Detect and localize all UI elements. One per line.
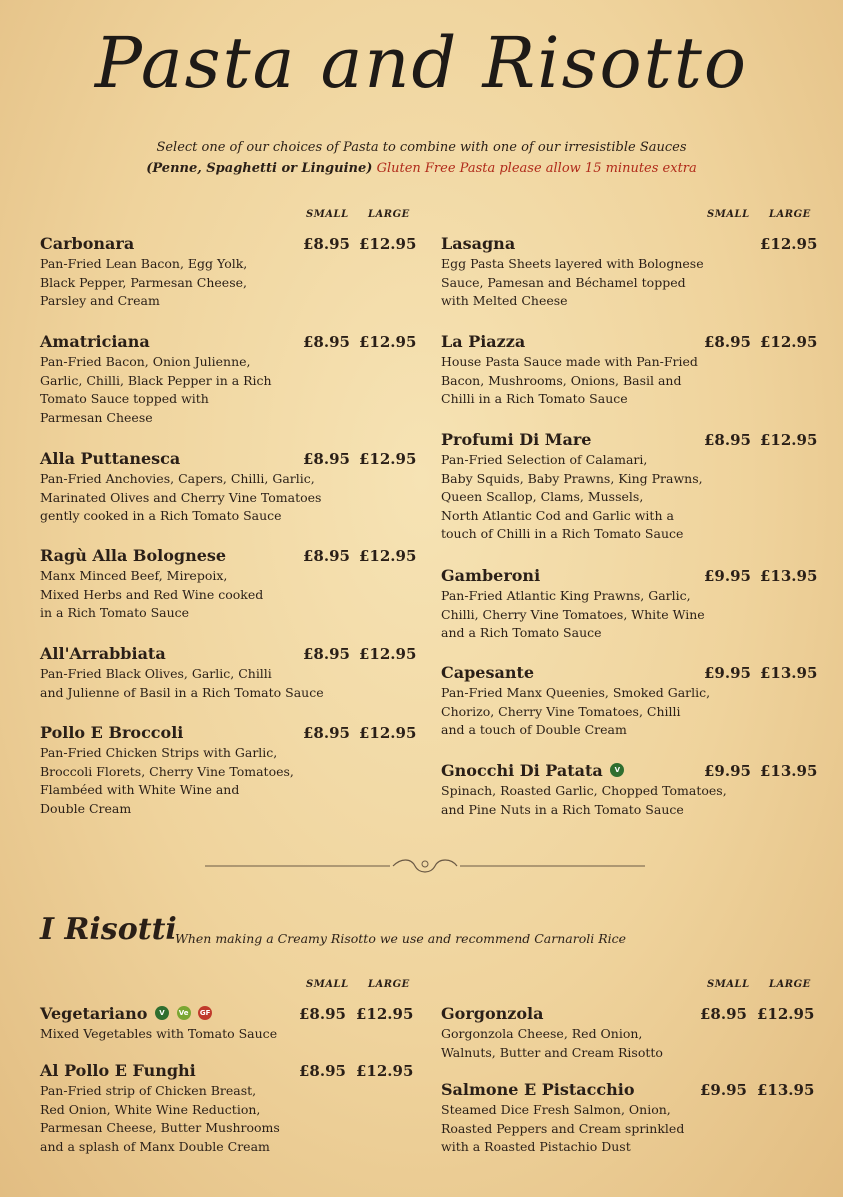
price-large: £12.95 <box>356 1062 414 1080</box>
item-description <box>441 255 811 311</box>
price-large: £12.95 <box>359 724 417 742</box>
description-line: North Atlantic Cod and Garlic with a <box>441 507 674 523</box>
item-name <box>441 761 811 781</box>
price-large: £12.95 <box>359 333 417 351</box>
item-description <box>441 1101 811 1157</box>
price-small: £8.95 <box>299 1005 346 1023</box>
description-line: gently cooked in a Rich Tomato Sauce <box>40 508 282 523</box>
description-line: and a Rich Tomato Sauce <box>441 625 602 640</box>
price-large: £13.95 <box>757 1081 815 1099</box>
item-name <box>441 566 811 586</box>
description-line: Double Cream <box>40 800 132 816</box>
item-name-text: Gamberoni <box>441 566 541 585</box>
price-large: £12.95 <box>757 1005 815 1023</box>
description-line: Parmesan Cheese <box>40 409 153 425</box>
description-line: Manx Minced Beef, Mirepoix, <box>40 568 228 583</box>
price-small: £8.95 <box>303 645 350 663</box>
item-description <box>40 744 410 818</box>
menu-item <box>40 1004 414 1044</box>
item-description <box>40 1082 410 1156</box>
item-name-text: Salmone E Pistacchio <box>441 1080 635 1099</box>
item-name <box>40 1061 410 1081</box>
item-name <box>40 1004 410 1024</box>
item-description <box>441 353 811 409</box>
header-small: SMALL <box>707 979 750 990</box>
item-description <box>40 255 410 311</box>
description-line: Pan-Fried Chicken Strips with Garlic, <box>40 745 278 760</box>
description-line: Flambéed with White Wine and <box>40 782 240 797</box>
description-line: Marinated Olives and Cherry Vine Tomatoes <box>40 489 322 505</box>
item-name-text: Alla Puttanesca <box>40 449 181 468</box>
description-line: Pan-Fried Lean Bacon, Egg Yolk, <box>40 256 248 271</box>
risotti-title: I Risotti <box>40 912 177 947</box>
item-name-text: Gnocchi Di Patata <box>441 761 603 780</box>
price-small: £9.95 <box>704 664 751 682</box>
menu-item <box>441 761 818 819</box>
item-name-text: Ragù Alla Bolognese <box>40 546 227 565</box>
header-large: LARGE <box>769 979 811 990</box>
item-name-text: Pollo E Broccoli <box>40 723 184 742</box>
item-description <box>40 353 410 427</box>
description-line: Pan-Fried Selection of Calamari, <box>441 452 648 467</box>
description-line: and Julienne of Basil in a Rich Tomato Sauce <box>40 684 324 700</box>
description-line: and a touch of Double Cream <box>441 722 627 737</box>
price-small: £8.95 <box>303 235 350 253</box>
price-large: £12.95 <box>359 235 417 253</box>
menu-item <box>441 566 818 643</box>
price-small: £8.95 <box>303 333 350 351</box>
price-large: £13.95 <box>760 762 818 780</box>
description-line: Bacon, Mushrooms, Onions, Basil and <box>441 372 682 388</box>
menu-item <box>441 663 818 740</box>
item-name <box>40 449 410 469</box>
description-line: and Pine Nuts in a Rich Tomato Sauce <box>441 801 684 817</box>
ornamental-divider <box>205 856 645 876</box>
description-line: Mixed Herbs and Red Wine cooked <box>40 586 264 602</box>
description-line: Walnuts, Butter and Cream Risotto <box>441 1044 663 1060</box>
item-name-text: La Piazza <box>441 332 526 351</box>
price-large: £12.95 <box>359 645 417 663</box>
description-line: Gorgonzola Cheese, Red Onion, <box>441 1026 643 1041</box>
item-name <box>441 1080 811 1100</box>
menu-item <box>40 449 417 526</box>
price-large: £12.95 <box>359 547 417 565</box>
intro-line-2 <box>0 158 843 179</box>
risotti-subtitle: When making a Creamy Risotto we use and recommend Carnaroli Rice <box>175 931 627 946</box>
menu-item <box>40 546 417 623</box>
item-name <box>40 546 410 566</box>
description-line: Baby Squids, Baby Prawns, King Prawns, <box>441 470 703 486</box>
intro-text <box>0 137 843 179</box>
header-small: SMALL <box>306 979 349 990</box>
description-line: Mixed Vegetables with Tomato Sauce <box>40 1026 278 1041</box>
description-line: Chilli in a Rich Tomato Sauce <box>441 391 628 406</box>
item-name-text: Amatriciana <box>40 332 150 351</box>
header-small: SMALL <box>306 209 349 220</box>
description-line: Garlic, Chilli, Black Pepper in a Rich <box>40 372 272 388</box>
description-line: Pan-Fried Bacon, Onion Julienne, <box>40 354 251 369</box>
item-description <box>441 451 811 544</box>
item-name <box>441 1004 811 1024</box>
vegetarian-badge-icon: V <box>155 1006 169 1020</box>
description-line: in a Rich Tomato Sauce <box>40 605 190 620</box>
description-line: and a splash of Manx Double Cream <box>40 1138 270 1154</box>
item-name <box>441 332 811 352</box>
description-line: Parsley and Cream <box>40 293 160 308</box>
item-name-text: Al Pollo E Funghi <box>40 1061 196 1080</box>
price-large: £12.95 <box>356 1005 414 1023</box>
gluten-free-note: Gluten Free Pasta please allow 15 minutes extra <box>376 161 697 176</box>
item-description <box>441 782 811 819</box>
menu-item <box>40 723 417 818</box>
menu-item <box>40 1061 414 1156</box>
price-small: £8.95 <box>700 1005 747 1023</box>
description-line: touch of Chilli in a Rich Tomato Sauce <box>441 526 684 541</box>
item-description <box>441 1025 811 1062</box>
item-description <box>40 470 410 526</box>
item-name-text: Gorgonzola <box>441 1004 544 1023</box>
description-line: Queen Scallop, Clams, Mussels, <box>441 489 644 504</box>
description-line: Broccoli Florets, Cherry Vine Tomatoes, <box>40 763 294 779</box>
description-line: with Melted Cheese <box>441 293 568 308</box>
item-name-text: Carbonara <box>40 234 135 253</box>
description-line: Tomato Sauce topped with <box>40 391 209 406</box>
item-name-text: Profumi Di Mare <box>441 430 592 449</box>
item-name-text: Capesante <box>441 663 535 682</box>
menu-item <box>441 234 818 311</box>
description-line: Steamed Dice Fresh Salmon, Onion, <box>441 1102 671 1117</box>
price-small: £8.95 <box>303 450 350 468</box>
description-line: Chorizo, Cherry Vine Tomatoes, Chilli <box>441 703 681 719</box>
price-small: £8.95 <box>303 724 350 742</box>
vegan-badge-icon: Ve <box>177 1006 191 1020</box>
item-description <box>441 684 811 740</box>
item-name <box>40 332 410 352</box>
item-description <box>40 665 410 702</box>
header-small: SMALL <box>707 209 750 220</box>
price-small: £9.95 <box>700 1081 747 1099</box>
menu-item <box>441 1080 815 1157</box>
description-line: Pan-Fried Manx Queenies, Smoked Garlic, <box>441 685 711 700</box>
price-large: £13.95 <box>760 567 818 585</box>
price-small: £8.95 <box>299 1062 346 1080</box>
description-line: Pan-Fried Anchovies, Capers, Chilli, Garlic, <box>40 471 315 486</box>
price-small: £8.95 <box>303 547 350 565</box>
header-large: LARGE <box>368 979 410 990</box>
description-line: Sauce, Pamesan and Béchamel topped <box>441 274 686 290</box>
description-line: Parmesan Cheese, Butter Mushrooms <box>40 1120 280 1135</box>
item-description <box>40 1025 410 1044</box>
header-large: LARGE <box>769 209 811 220</box>
pasta-types: (Penne, Spaghetti or Linguine) <box>146 161 373 176</box>
description-line: Black Pepper, Parmesan Cheese, <box>40 274 247 290</box>
intro-line-1: Select one of our choices of Pasta to combine with one of our irresistible Sauces <box>156 140 687 155</box>
item-description <box>441 587 811 643</box>
item-name-text: All'Arrabbiata <box>40 644 166 663</box>
description-line: Egg Pasta Sheets layered with Bolognese <box>441 256 704 271</box>
description-line: Pan-Fried Black Olives, Garlic, Chilli <box>40 666 272 681</box>
description-line: Chilli, Cherry Vine Tomatoes, White Wine <box>441 606 705 622</box>
item-name <box>40 234 410 254</box>
description-line: with a Roasted Pistachio Dust <box>441 1139 631 1154</box>
item-name <box>441 663 811 683</box>
price-small: £9.95 <box>704 762 751 780</box>
page-title: Pasta and Risotto <box>94 22 749 104</box>
price-large: £13.95 <box>760 664 818 682</box>
menu-item <box>40 332 417 427</box>
description-line: Roasted Peppers and Cream sprinkled <box>441 1120 685 1136</box>
description-line: Red Onion, White Wine Reduction, <box>40 1101 261 1117</box>
item-name-text: Vegetariano <box>40 1004 148 1023</box>
price-small: £8.95 <box>704 431 751 449</box>
header-large: LARGE <box>368 209 410 220</box>
price-large: £12.95 <box>760 333 818 351</box>
menu-item <box>441 430 818 544</box>
item-name <box>441 234 811 254</box>
item-name <box>40 644 410 664</box>
description-line: Pan-Fried Atlantic King Prawns, Garlic, <box>441 588 691 603</box>
price-large: £12.95 <box>760 235 818 253</box>
menu-item <box>441 332 818 409</box>
item-name <box>40 723 410 743</box>
item-name-text: Lasagna <box>441 234 516 253</box>
item-name <box>441 430 811 450</box>
price-small: £9.95 <box>704 567 751 585</box>
vegetarian-badge-icon: V <box>610 763 624 777</box>
menu-item <box>40 644 417 702</box>
menu-item <box>441 1004 815 1062</box>
description-line: Spinach, Roasted Garlic, Chopped Tomatoes, <box>441 783 727 798</box>
menu-item <box>40 234 417 311</box>
gluten-free-badge-icon: GF <box>198 1006 212 1020</box>
description-line: Pan-Fried strip of Chicken Breast, <box>40 1083 257 1098</box>
description-line: House Pasta Sauce made with Pan-Fried <box>441 354 698 369</box>
price-large: £12.95 <box>760 431 818 449</box>
price-large: £12.95 <box>359 450 417 468</box>
price-small: £8.95 <box>704 333 751 351</box>
item-description <box>40 567 410 623</box>
